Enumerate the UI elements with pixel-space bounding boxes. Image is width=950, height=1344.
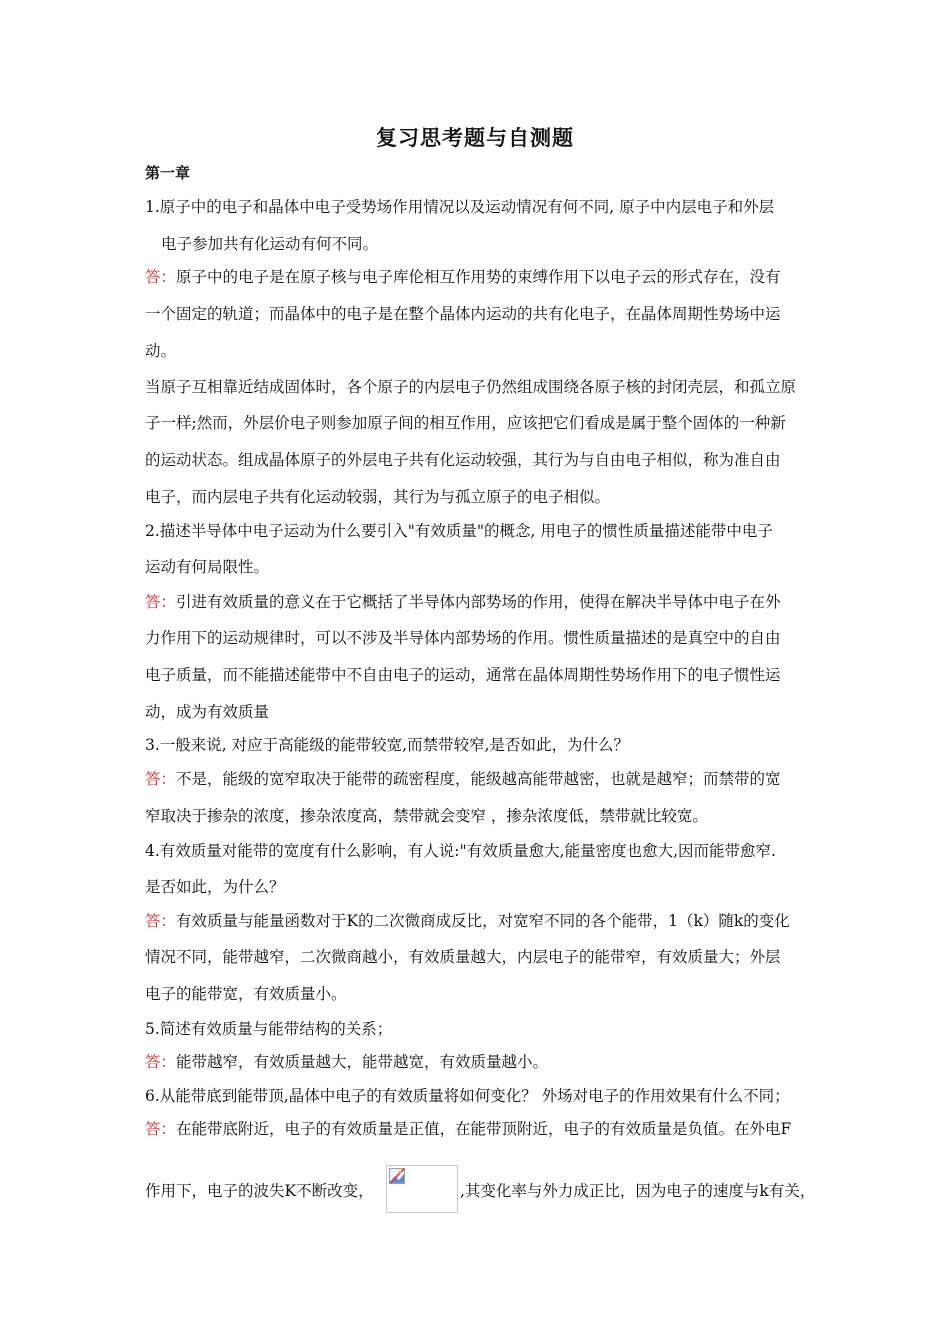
text-line <box>145 303 781 325</box>
answer-label: 答： <box>145 268 177 286</box>
text-line <box>145 983 347 1005</box>
text-line <box>145 1180 374 1202</box>
text-line <box>145 196 774 218</box>
line-text: 运动有何局限性。 <box>145 558 270 576</box>
text-line <box>145 876 285 898</box>
answer-label: 答： <box>145 1053 177 1071</box>
line-text: 引进有效质量的意义在于它概括了半导体内部势场的作用，使得在解决半导体中电子在外 <box>176 593 781 611</box>
line-text: 一个固定的轨道；而晶体中的电子是在整个晶体内运动的共有化电子，在晶体周期性势场中运 <box>145 305 781 323</box>
text-line <box>145 946 781 968</box>
text-line <box>145 412 786 434</box>
text-line <box>460 1180 815 1202</box>
chapter-heading: 第一章 <box>145 164 191 182</box>
line-text: 2.描述半导体中电子运动为什么要引入"有效质量"的概念, 用电子的惯性质量描述能带中电子 <box>145 522 773 540</box>
line-text: 动，成为有效质量 <box>145 703 270 721</box>
answer-label: 答： <box>145 1120 177 1138</box>
text-line <box>145 340 176 362</box>
text-line <box>145 627 781 649</box>
text-line <box>145 449 781 471</box>
line-text: ,其变化率与外力成正比，因为电子的速度与k有关， <box>460 1182 816 1200</box>
line-text: 情况不同，能带越窄，二次微商越小，有效质量越大，内层电子的能带窄，有效质量大；外层 <box>145 948 781 966</box>
text-line <box>145 701 269 723</box>
text-line <box>145 1118 791 1140</box>
line-text: 3.一般来说, 对应于高能级的能带较宽,而禁带较窄,是否如此，为什么？ <box>145 736 629 754</box>
text-line <box>145 664 781 686</box>
text-line <box>145 486 610 508</box>
text-line <box>145 840 776 862</box>
line-text: 6.从能带底到能带顶,晶体中电子的有效质量将如何变化？ 外场对电子的作用效果有什么不同； <box>145 1087 790 1105</box>
line-text: 的运动状态。组成晶体原子的外层电子共有化运动较强，其行为与自由电子相似，称为准自由 <box>145 451 781 469</box>
answer-label: 答： <box>145 912 177 930</box>
line-text: 不是，能级的宽窄取决于能带的疏密程度，能级越高能带越密，也就是越窄；而禁带的宽 <box>176 770 781 788</box>
line-text: 电子参加共有化运动有何不同。 <box>161 235 379 253</box>
broken-image-icon <box>389 1168 405 1184</box>
line-text: 力作用下的运动规律时，可以不涉及半导体内部势场的作用。惯性质量描述的是真空中的自由 <box>145 629 781 647</box>
line-text: 电子质量，而不能描述能带中不自由电子的运动，通常在晶体周期性势场作用下的电子惯性运 <box>145 666 781 684</box>
line-text: 是否如此，为什么？ <box>145 878 285 896</box>
line-text: 在能带底附近，电子的有效质量是正值，在能带顶附近，电子的有效质量是负值。在外电F <box>176 1120 792 1138</box>
text-line <box>145 591 781 613</box>
answer-label: 答： <box>145 593 177 611</box>
text-line <box>145 376 796 398</box>
text-line <box>145 768 781 790</box>
text-line <box>145 1051 548 1073</box>
line-text: 1.原子中的电子和晶体中电子受势场作用情况以及运动情况有何不同, 原子中内层电子和外层 <box>145 198 775 216</box>
line-text: 5.简述有效质量与能带结构的关系； <box>145 1020 393 1038</box>
line-text: 子一样;然而，外层价电子则参加原子间的相互作用，应该把它们看成是属于整个固体的一种新 <box>145 414 786 432</box>
line-text: 电子的能带宽，有效质量小。 <box>145 985 347 1003</box>
answer-label: 答： <box>145 770 177 788</box>
text-line <box>145 556 269 578</box>
text-line <box>145 266 781 288</box>
text-line <box>145 520 773 542</box>
formula-image-placeholder <box>386 1165 458 1213</box>
text-line <box>161 233 378 255</box>
line-text: 有效质量与能量函数对于K的二次微商成反比，对宽窄不同的各个能带，1（k）随k的变化 <box>176 912 790 930</box>
line-text: 动。 <box>145 342 177 360</box>
line-text: 窄取决于掺杂的浓度，掺杂浓度高，禁带就会变窄 ，掺杂浓度低，禁带就比较宽。 <box>145 807 708 825</box>
line-text: 当原子互相靠近结成固体时，各个原子的内层电子仍然组成围绕各原子核的封闭壳层，和孤立原 <box>145 378 797 396</box>
line-text: 4.有效质量对能带的宽度有什么影响，有人说:"有效质量愈大,能量密度也愈大,因而能带愈窄. <box>145 842 776 860</box>
text-line <box>145 734 629 756</box>
text-line <box>145 1085 790 1107</box>
text-line <box>145 1018 392 1040</box>
line-text: 电子，而内层电子共有化运动较弱，其行为与孤立原子的电子相似。 <box>145 488 611 506</box>
line-text: 原子中的电子是在原子核与电子库伦相互作用势的束缚作用下以电子云的形式存在，没有 <box>176 268 781 286</box>
page-title: 复习思考题与自测题 <box>376 126 574 150</box>
line-text: 能带越窄，有效质量越大，能带越宽，有效质量越小。 <box>176 1053 549 1071</box>
line-text: 作用下，电子的波失K不断改变， <box>145 1182 374 1200</box>
text-line <box>145 805 708 827</box>
text-line <box>145 910 790 932</box>
